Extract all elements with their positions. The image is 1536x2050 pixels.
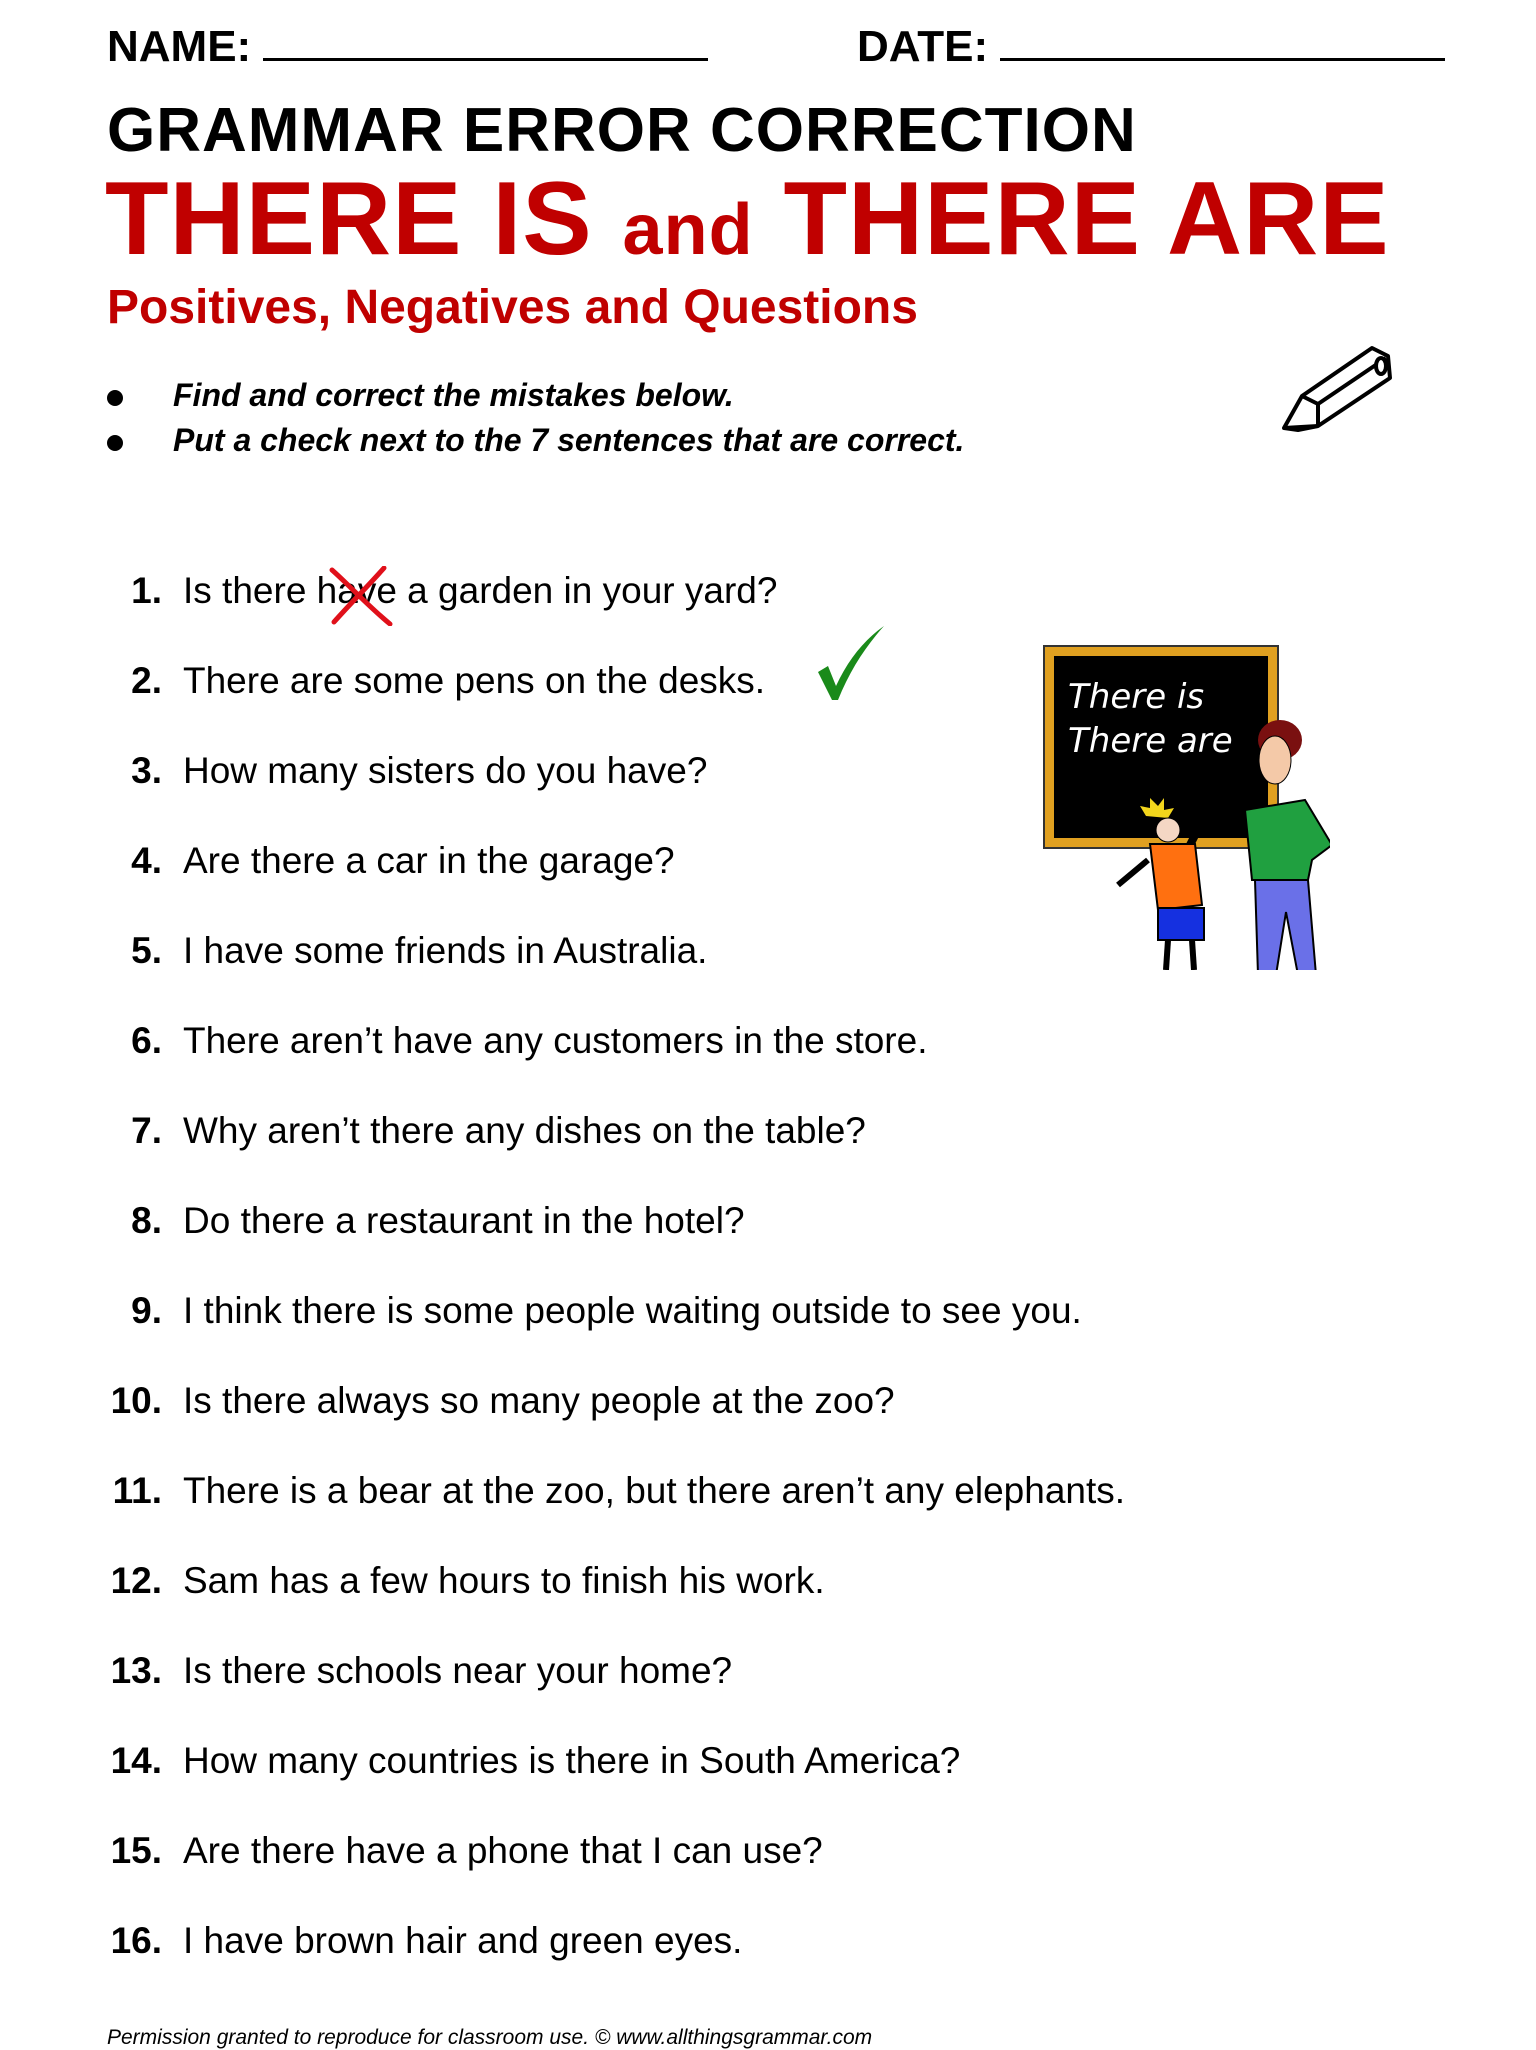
item-number: 9. (131, 1290, 162, 1331)
sentence-item (100, 930, 1200, 972)
sentence-item (100, 750, 1200, 792)
sentence-item (100, 840, 1200, 882)
instruction-text: Find and correct the mistakes below. (173, 377, 734, 413)
item-number: 7. (131, 1110, 162, 1151)
teacher-chalkboard-illustration (1040, 640, 1330, 970)
topic-part3: THERE ARE (783, 161, 1390, 277)
item-text: Are there a car in the garage? (183, 840, 675, 881)
item-text: I think there is some people waiting outside to see you. (183, 1290, 1082, 1331)
item-text: How many sisters do you have? (183, 750, 708, 791)
item-number: 12. (110, 1560, 162, 1601)
instruction-item (107, 377, 734, 414)
sentence-item (100, 570, 1200, 612)
date-field[interactable] (857, 22, 1445, 72)
item-number: 13. (110, 1650, 162, 1691)
bullet-icon (107, 435, 123, 451)
sentence-item (100, 1560, 1200, 1602)
item-number: 15. (110, 1830, 162, 1871)
item-text: Are there have a phone that I can use? (183, 1830, 823, 1871)
topic-title (105, 160, 1390, 279)
item-number: 11. (112, 1470, 162, 1511)
item-text: Is there always so many people at the zoo? (183, 1380, 895, 1421)
subtitle: Positives, Negatives and Questions (107, 281, 918, 334)
item-number: 4. (131, 840, 162, 881)
name-blank[interactable] (263, 22, 708, 61)
item-number: 3. (131, 750, 162, 791)
item-number: 5. (131, 930, 162, 971)
check-mark-icon (814, 624, 886, 704)
topic-part2: and (622, 190, 754, 270)
topic-part1: THERE IS (105, 161, 593, 277)
sentence-item (100, 1020, 1200, 1062)
name-field[interactable] (107, 22, 708, 72)
item-text: How many countries is there in South America? (183, 1740, 961, 1781)
item-text: I have some friends in Australia. (183, 930, 708, 971)
instruction-text: Put a check next to the 7 sentences that are correct. (173, 422, 965, 458)
sentence-item (100, 1380, 1200, 1422)
name-label: NAME: (107, 22, 252, 71)
item-text: Why aren’t there any dishes on the table? (183, 1110, 866, 1151)
red-cross-mark-icon (328, 566, 394, 626)
sentence-item (100, 1650, 1200, 1692)
item-text: Is there have a garden in your yard? (183, 570, 778, 611)
date-label: DATE: (857, 22, 989, 71)
instruction-item (107, 422, 964, 459)
sentence-item (100, 1470, 1200, 1512)
board-text-2: There are (1068, 721, 1233, 761)
item-number: 2. (131, 660, 162, 701)
board-text-1: There is (1068, 677, 1205, 717)
item-text: There is a bear at the zoo, but there aren’t any elephants. (183, 1470, 1126, 1511)
sentence-item (100, 1290, 1200, 1332)
sentence-item (100, 1830, 1200, 1872)
sentence-item (100, 1740, 1200, 1782)
item-text: Do there a restaurant in the hotel? (183, 1200, 745, 1241)
sentence-item (100, 1200, 1200, 1242)
item-text: There aren’t have any customers in the store. (183, 1020, 928, 1061)
date-blank[interactable] (1000, 22, 1445, 61)
item-text: Is there schools near your home? (183, 1650, 733, 1691)
item-text: Sam has a few hours to finish his work. (183, 1560, 825, 1601)
sentence-item (100, 1110, 1200, 1152)
item-text: There are some pens on the desks. (183, 660, 766, 701)
footer-copyright: Permission granted to reproduce for classroom use. © www.allthingsgrammar.com (107, 2026, 873, 2049)
item-number: 14. (110, 1740, 162, 1781)
bullet-icon (107, 390, 123, 406)
item-text: I have brown hair and green eyes. (183, 1920, 743, 1961)
sentence-item (100, 1920, 1200, 1962)
pencil-icon (1278, 342, 1396, 434)
item-number: 6. (131, 1020, 162, 1061)
item-number: 8. (131, 1200, 162, 1241)
item-number: 16. (110, 1920, 162, 1961)
worksheet-title: GRAMMAR ERROR CORRECTION (107, 96, 1137, 165)
item-number: 1. (131, 570, 162, 611)
item-number: 10. (110, 1380, 162, 1421)
sentence-item (100, 660, 1200, 702)
